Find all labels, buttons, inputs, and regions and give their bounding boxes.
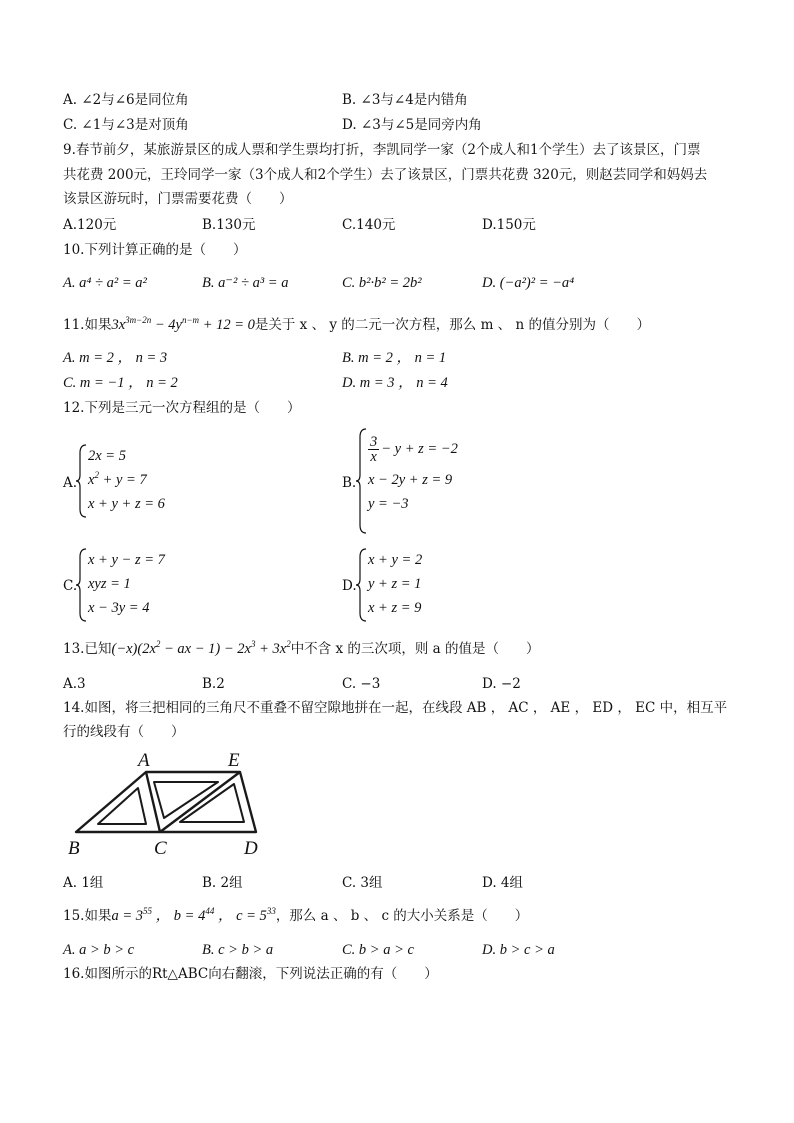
q14-triangle-figure xyxy=(68,752,278,860)
q15-option-d: D. b > c > a xyxy=(482,942,555,958)
q12-d-eq2: y + z = 1 xyxy=(368,576,422,592)
q12-d-system xyxy=(368,548,422,620)
q15-option-c: C. b > a > c xyxy=(342,942,414,958)
q15-option-b: B. c > b > a xyxy=(202,942,274,958)
q12-c-eq3: x − 3y = 4 xyxy=(88,600,150,616)
q9-stem-line3: 该景区游玩时，门票需要花费（ ） xyxy=(63,191,293,207)
q12-a-system xyxy=(88,444,165,516)
q13-option-b: B.2 xyxy=(202,676,225,692)
q13-option-c: C. −3 xyxy=(342,676,381,692)
q15-stem xyxy=(63,907,528,925)
q9-option-a: A.120元 xyxy=(63,217,117,233)
q12-b-brace xyxy=(356,427,368,535)
q12-a-eq3: x + y + z = 6 xyxy=(88,496,165,512)
q11-equation: $3x^{3m-2n} - 4y^{n-m} + 12 = 0$ xyxy=(111,315,255,333)
q11-stem-prefix: 11.如果 xyxy=(63,317,112,333)
q10-option-d: D. (−a²)² = −a⁴ xyxy=(482,275,575,291)
q12-a-brace xyxy=(76,443,88,519)
q12-a-eq2: $x^2 + y = 7$ xyxy=(88,470,147,488)
q12-stem: 12.下列是三元一次方程组的是（ ） xyxy=(63,400,301,416)
q14-option-d: D. 4组 xyxy=(482,875,524,891)
q8-option-a: A. ∠2与∠6是同位角 xyxy=(63,92,189,108)
q12-c-brace xyxy=(76,547,88,623)
q11-stem-suffix: 是关于 x 、 y 的二元一次方程，那么 m 、 n 的值分别为（ ） xyxy=(254,317,650,333)
q12-b-eq3: y = −3 xyxy=(368,496,409,512)
q11-option-d: D. m = 3 ， n = 4 xyxy=(342,375,448,391)
q11-stem xyxy=(63,316,650,334)
q12-label-b: B. xyxy=(342,475,357,491)
q11-option-c: C. m = −1 ， n = 2 xyxy=(63,375,178,391)
q12-label-c: C. xyxy=(63,578,78,594)
q14-stem-line2: 行的线段有（ ） xyxy=(63,724,185,740)
q12-c-eq1: x + y − z = 7 xyxy=(88,552,165,568)
q12-b-system xyxy=(368,430,458,516)
q14-label-a: A xyxy=(138,752,150,771)
q9-option-c: C.140元 xyxy=(342,217,396,233)
q12-c-eq2: xyz = 1 xyxy=(88,576,131,592)
q12-label-d: D. xyxy=(342,578,357,594)
q14-stem-line1: 14.如图，将三把相同的三角尺不重叠不留空隙地拼在一起，在线段 AB ， AC ， AE ， ED ， EC 中，相互平 xyxy=(63,700,728,716)
q9-stem-line2: 共花费 200元，王玲同学一家（3个成人和2个学生）去了该景区，门票共花费 320元，则赵芸同学和妈妈去 xyxy=(63,167,708,183)
q8-option-b: B. ∠3与∠4是内错角 xyxy=(342,92,468,108)
q16-stem: 16.如图所示的Rt△ABC向右翻滚，下列说法正确的有（ ） xyxy=(63,966,438,982)
q12-label-a: A. xyxy=(63,475,78,491)
q10-stem: 10.下列计算正确的是（ ） xyxy=(63,242,247,258)
q15-stem-suffix: ，那么 a 、 b 、 c 的大小关系是（ ） xyxy=(275,908,529,924)
q11-option-b: B. m = 2 ， n = 1 xyxy=(342,350,447,366)
q12-a-eq1: 2x = 5 xyxy=(88,448,126,464)
q13-option-a: A.3 xyxy=(63,676,86,692)
q12-d-eq1: x + y = 2 xyxy=(368,552,423,568)
q15-option-a: A. a > b > c xyxy=(63,942,135,958)
q12-d-brace xyxy=(356,547,368,623)
q8-option-d: D. ∠3与∠5是同旁内角 xyxy=(342,117,482,133)
q14-inner-triangle-3 xyxy=(180,784,244,822)
q14-label-d: D xyxy=(244,838,258,859)
q13-option-d: D. −2 xyxy=(482,676,521,692)
q15-stem-prefix: 15.如果 xyxy=(63,908,112,924)
q13-expression: $(-x)(2x^2$ − ax − $1) - 2x^3 + 3x^2$ xyxy=(111,639,291,657)
q9-stem-line1: 9.春节前夕，某旅游景区的成人票和学生票均打折，李凯同学一家（2个成人和1个学生）去了该景区，门票 xyxy=(63,142,701,158)
q9-option-d: D.150元 xyxy=(482,217,536,233)
q14-label-e: E xyxy=(228,752,240,771)
q14-label-b: B xyxy=(68,838,80,859)
q14-label-c: C xyxy=(154,838,167,859)
q12-b-eq2: x − 2y + z = 9 xyxy=(368,472,453,488)
q11-option-a: A. m = 2 ， n = 3 xyxy=(63,350,168,366)
q12-c-system xyxy=(88,548,165,620)
q10-option-b: B. a⁻² ÷ a³ = a xyxy=(202,275,289,291)
q13-stem-suffix: 中不含 x 的三次项，则 a 的值是（ ） xyxy=(290,641,540,657)
q14-option-a: A. 1组 xyxy=(63,875,104,891)
q13-stem-prefix: 13.已知 xyxy=(63,641,112,657)
q9-option-b: B.130元 xyxy=(202,217,256,233)
q10-option-c: C. b²·b² = 2b² xyxy=(342,275,422,291)
q12-b-eq1: $\frac{3}{x}$ − y + z = −2 xyxy=(370,434,458,466)
q14-option-c: C. 3组 xyxy=(342,875,383,891)
q13-stem xyxy=(63,640,540,658)
q12-d-eq3: x + z = 9 xyxy=(368,600,422,616)
q15-definitions: $a = 3^{55}$ ， $b = 4^{44}$ ， $c = 5^{33}$ xyxy=(111,906,276,924)
q10-option-a: A. a⁴ ÷ a² = a² xyxy=(63,275,147,291)
q14-option-b: B. 2组 xyxy=(202,875,243,891)
q8-option-c: C. ∠1与∠3是对顶角 xyxy=(63,117,189,133)
